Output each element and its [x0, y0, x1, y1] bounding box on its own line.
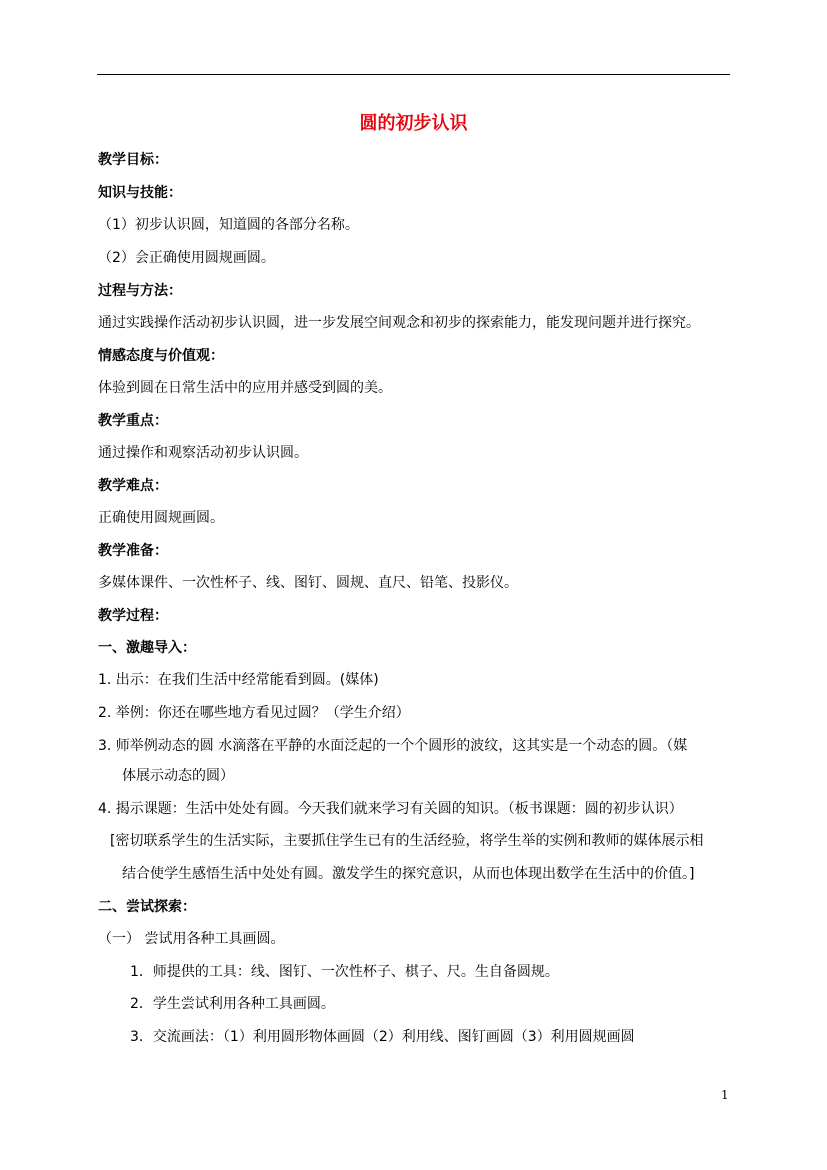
page-number: 1 [721, 1088, 729, 1102]
document-title: 圆的初步认识 [359, 113, 468, 134]
heading-difficulties: 教学难点： [98, 478, 168, 494]
header-rule [97, 74, 730, 75]
commentary-line: [密切联系学生的生活实际，主要抓住学生已有的生活经验，将学生举的实例和教师的媒体展示相 [110, 833, 704, 849]
paragraph-line: 通过实践操作活动初步认识圆，进一步发展空间观念和初步的探索能力，能发现问题并进行探究。 [98, 315, 700, 331]
list-item: 1. 出示：在我们生活中经常能看到圆。(媒体) [98, 672, 379, 688]
list-item: 3．交流画法：（1）利用圆形物体画圆（2）利用线、图钉画圆（3）利用圆规画圆 [130, 1029, 635, 1045]
paragraph-line: 正确使用圆规画圆。 [98, 510, 224, 526]
paragraph-line: （1）初步认识圆，知道圆的各部分名称。 [98, 217, 359, 233]
paragraph-line: 体验到圆在日常生活中的应用并感受到圆的美。 [98, 380, 392, 396]
paragraph-line: 多媒体课件、一次性杯子、线、图钉、圆规、直尺、铅笔、投影仪。 [98, 575, 518, 591]
heading-attitude-values: 情感态度与价值观： [98, 348, 224, 364]
section-heading-explore: 二、尝试探索： [98, 899, 196, 915]
commentary-line: 结合使学生感悟生活中处处有圆。激发学生的探究意识，从而也体现出数学在生活中的价值。] [122, 866, 695, 882]
list-item-continuation: 体展示动态的圆） [122, 768, 234, 784]
list-item: 1．师提供的工具：线、图钉、一次性杯子、棋子、尺。生自备圆规。 [130, 964, 559, 980]
heading-teaching-process: 教学过程： [98, 608, 168, 624]
heading-teaching-goals: 教学目标： [98, 152, 168, 168]
heading-process-methods: 过程与方法： [98, 283, 182, 299]
list-item: 4. 揭示课题：生活中处处有圆。今天我们就来学习有关圆的知识。（板书课题：圆的初步认识） [98, 801, 683, 817]
section-heading-intro: 一、激趣导入： [98, 640, 196, 656]
paragraph-line: （2）会正确使用圆规画圆。 [98, 250, 275, 266]
list-item: 3. 师举例动态的圆 水滴落在平静的水面泛起的一个个圆形的波纹，这其实是一个动态的圆。（媒 [98, 738, 688, 754]
list-item: 2．学生尝试利用各种工具画圆。 [130, 996, 335, 1012]
subsection-heading: （一） 尝试用各种工具画圆。 [98, 931, 285, 947]
heading-key-points: 教学重点： [98, 413, 168, 429]
paragraph-line: 通过操作和观察活动初步认识圆。 [98, 445, 308, 461]
list-item: 2. 举例：你还在哪些地方看见过圆？（学生介绍） [98, 705, 410, 721]
heading-preparation: 教学准备： [98, 543, 168, 559]
heading-knowledge-skills: 知识与技能： [98, 185, 182, 201]
